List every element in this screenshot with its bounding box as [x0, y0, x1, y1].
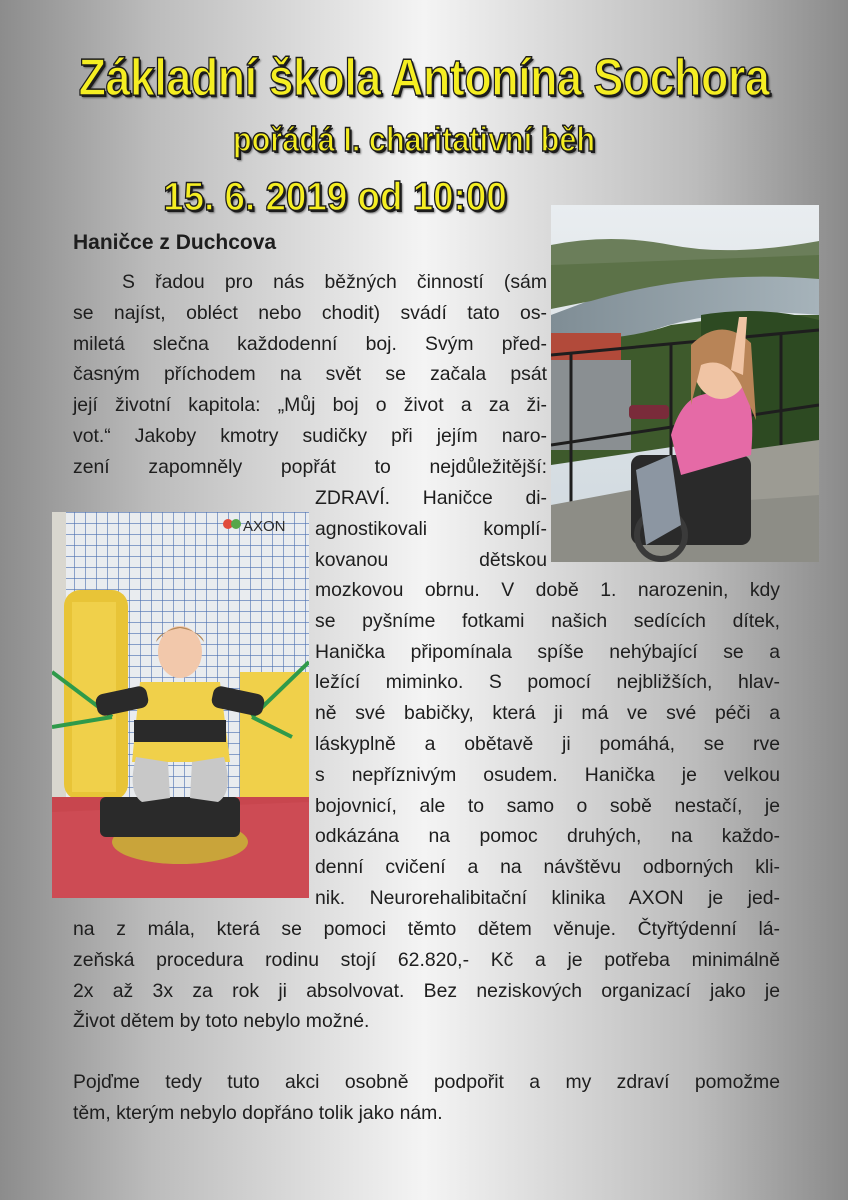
photo-girl-therapy — [52, 512, 309, 898]
article-heading: Haničce z Duchcova — [73, 231, 277, 254]
text-line: se najíst, obléct nebo chodit) svádí tato os- — [73, 301, 547, 324]
axon-logo-text: AXON — [243, 518, 286, 535]
text-line: ně své babičky, která ji má ve své péči a — [315, 702, 780, 725]
photo-girl-river — [551, 205, 819, 562]
text-line: těm, kterým nebylo dopřáno tolik jako nám. — [73, 1101, 443, 1124]
text-line: s nepříznivým osudem. Hanička je velkou — [315, 763, 780, 786]
text-line: ZDRAVÍ. Haničce di- — [315, 487, 547, 509]
text-line: zeňská procedura rodinu stojí 62.820,- Kč a je potřeba minimálně — [73, 948, 780, 971]
text-line: 2x až 3x za rok ji absolvovat. Bez neziskových organizací jako je — [73, 979, 780, 1002]
article-paragraph-bottom — [73, 914, 780, 1037]
text-line: její životní kapitola: „Můj boj o život a za ži- — [73, 394, 547, 417]
article-closing — [73, 1067, 780, 1129]
article-paragraph-top — [73, 267, 547, 483]
article-paragraph-middle — [315, 575, 780, 914]
text-line: miletá slečna každodenní boj. Svým před- — [73, 332, 547, 355]
text-line: agnostikovali komplí- — [315, 517, 547, 540]
event-date: 15. 6. 2019 od 10:00 — [163, 175, 507, 219]
page-subtitle: pořádá I. charitativní běh — [232, 121, 596, 159]
text-line: láskyplně a obětavě ji pomáhá, se rve — [315, 732, 780, 755]
text-line: odkázána na pomoc druhých, na každo- — [315, 825, 780, 848]
text-line: se pyšníme fotkami našich sedících dítek, — [315, 609, 780, 632]
text-line: zení zapomněly popřát to nejdůležitější: — [73, 455, 547, 478]
text-line: na z mála, která se pomoci těmto dětem věnuje. Čtyřtýdenní lá- — [73, 918, 780, 940]
text-line: vot.“ Jakoby kmotry sudičky při jejím naro- — [73, 424, 547, 447]
text-line: denní cvičení a na návštěvu odborných kli- — [315, 856, 780, 879]
text-line: Pojďme tedy tuto akci osobně podpořit a my zdraví pomožme — [73, 1071, 780, 1093]
text-line: ležící miminko. S pomocí nejbližších, hlav- — [315, 671, 780, 694]
text-line: časným příchodem na svět se začala psát — [73, 363, 547, 386]
text-line: S řadou pro nás běžných činností (sám — [122, 271, 547, 293]
text-line: mozkovou obrnu. V době 1. narozenin, kdy — [315, 579, 780, 601]
text-line: kovanou dětskou — [315, 548, 547, 571]
page-title: Základní škola Antonína Sochora — [78, 49, 770, 107]
text-line: nik. Neurorehalibitační klinika AXON je jed- — [315, 886, 780, 909]
article-paragraph-middle-narrow — [315, 483, 547, 575]
photo-girl-therapy-illustration — [52, 512, 309, 898]
text-line: bojovnicí, ale to samo o sobě nestačí, je — [315, 794, 780, 817]
text-line: Život dětem by toto nebylo možné. — [73, 1010, 370, 1033]
text-line: Hanička připomínala spíše nehýbající se a — [315, 640, 780, 663]
photo-girl-river-illustration — [551, 205, 819, 562]
